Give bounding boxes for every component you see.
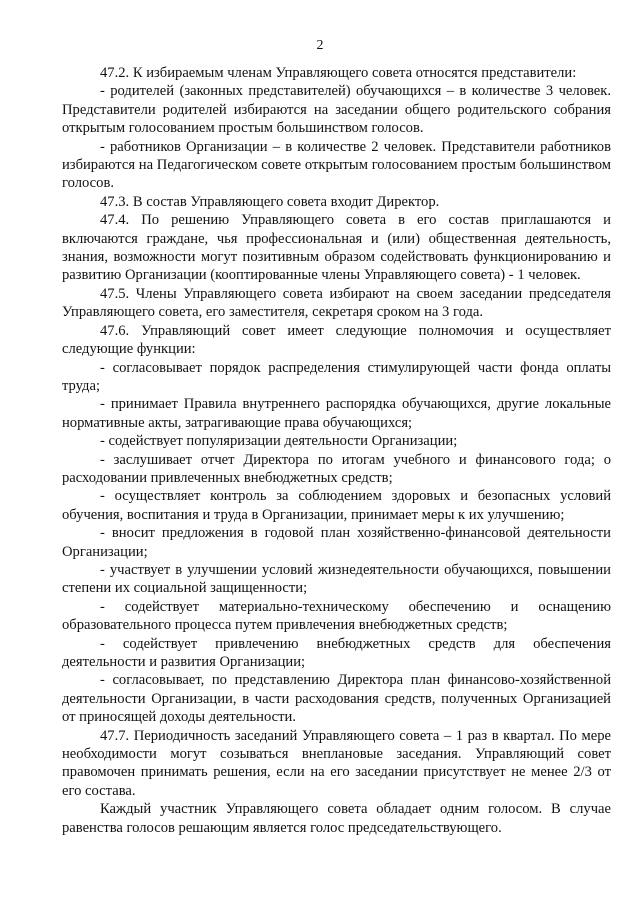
document-body — [62, 64, 611, 837]
function-item-8: - содействует материально-техническому обеспечению и оснащению образовательного процесса путем привлечения внебюджетных средств; — [62, 598, 611, 634]
function-item-7: - участвует в улучшении условий жизнедеятельности обучающихся, повышении степени их социальной защищенности; — [62, 561, 611, 597]
function-item-4: - заслушивает отчет Директора по итогам учебного и финансового года; о расходовании привлеченных внебюджетных средств; — [62, 451, 611, 486]
list-item-employees: - работников Организации – в количестве 2 человек. Представители работников избираются на Педагогическом совете открытым голосованием простым большинством голосов. — [62, 138, 611, 192]
paragraph-47-6: 47.6. Управляющий совет имеет следующие полномочия и осуществляет следующие функции: — [62, 322, 611, 358]
function-item-9: - содействует привлечению внебюджетных средств для обеспечения деятельности и развития Организации; — [62, 635, 611, 670]
function-item-3: - содействует популяризации деятельности Организации; — [100, 433, 458, 450]
paragraph-voting: Каждый участник Управляющего совета обладает одним голосом. В случае равенства голосов решающим является голос председательствующего. — [62, 801, 611, 836]
function-item-6: - вносит предложения в годовой план хозяйственно-финансовой деятельности Организации; — [62, 525, 611, 560]
paragraph-47-4: 47.4. По решению Управляющего совета в его состав приглашаются и включаются граждане, чья профессиональная и (или) общественная деятельность, знания, возможности могут позитивным образом содействовать функционированию и развитию Организации (кооптированные члены Управляющего совета) - 1 человек. — [62, 212, 611, 284]
paragraph-47-5: 47.5. Члены Управляющего совета избирают на своем заседании председателя Управляющего совета, его заместителя, секретаря сроком на 3 года. — [62, 285, 611, 321]
paragraph-47-7: 47.7. Периодичность заседаний Управляющего совета – 1 раз в квартал. По мере необходимости могут созываться внеплановые заседания. Управляющий совет правомочен принимать решения, если на его заседании присутствует не менее 2/3 от его состава. — [62, 727, 611, 799]
paragraph-47-3: 47.3. В состав Управляющего совета входит Директор. — [100, 193, 440, 210]
function-item-5: - осуществляет контроль за соблюдением здоровых и безопасных условий обучения, воспитания и труда в Организации, принимает меры к их улучшению; — [62, 488, 611, 523]
page-number: 2 — [316, 38, 324, 53]
paragraph-47-2: 47.2. К избираемым членам Управляющего совета относятся представители: — [100, 65, 577, 81]
list-item-parents: - родителей (законных представителей) обучающихся – в количестве 3 человек. Представители родителей избираются на заседании общего родительского собрания открытым голосованием простым большинством голосов. — [62, 83, 611, 137]
function-item-10: - согласовывает, по представлению Директора план финансово-хозяйственной деятельности Организации, в части расходования средств, полученных Организацией от приносящей доходы деятельности. — [62, 672, 611, 726]
function-item-2: - принимает Правила внутреннего распорядка обучающихся, другие локальные нормативные акты, затрагивающие права обучающихся; — [62, 396, 611, 431]
function-item-1: - согласовывает порядок распределения стимулирующей части фонда оплаты труда; — [62, 359, 611, 394]
